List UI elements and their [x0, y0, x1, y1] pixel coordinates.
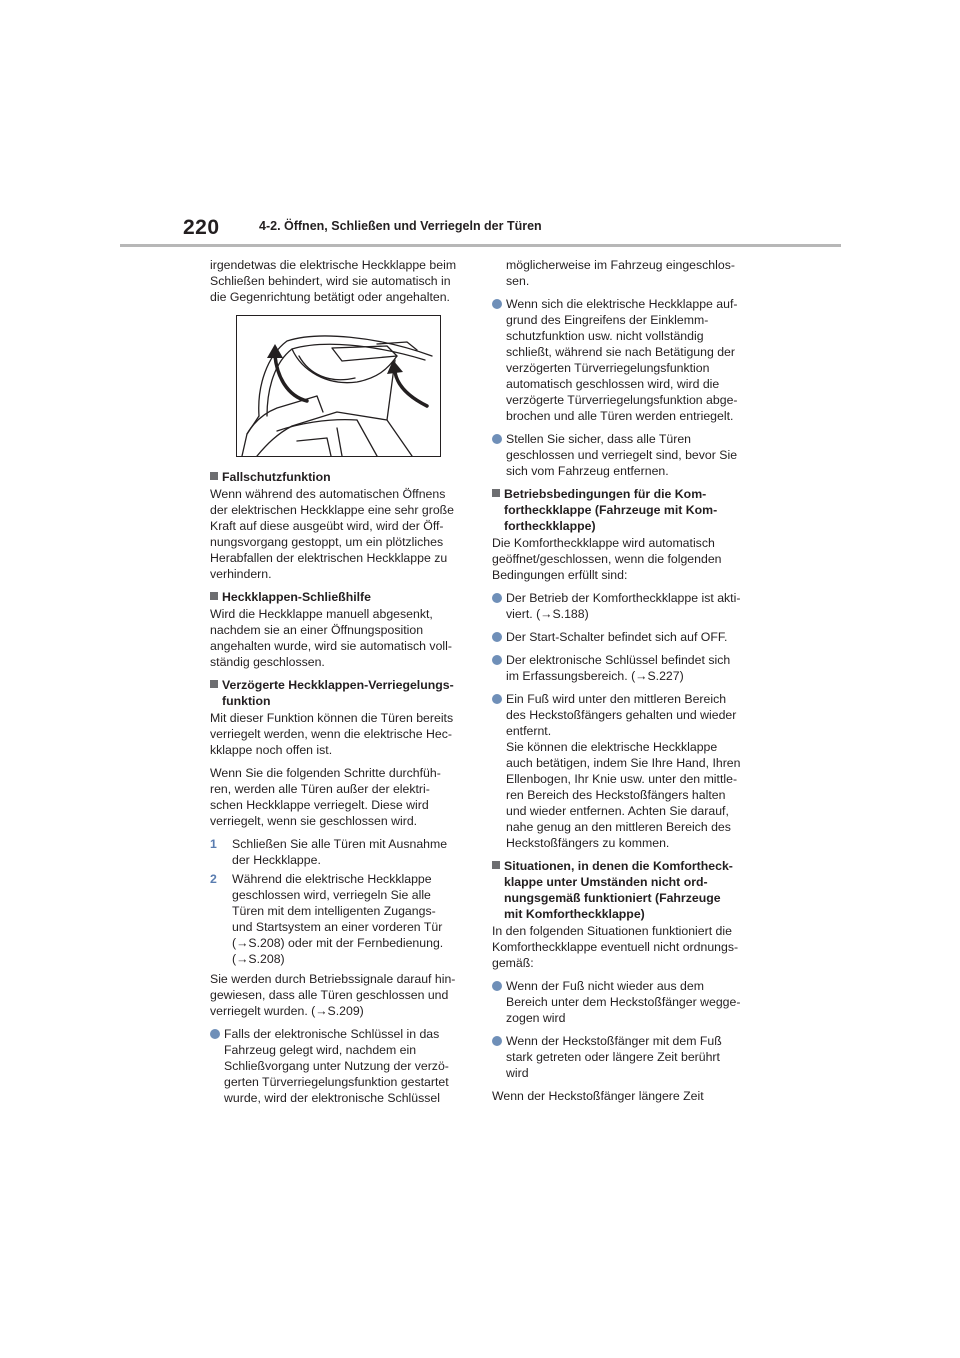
- right-column: [492, 257, 752, 1111]
- bullet-dot-icon: [492, 981, 502, 991]
- paragraph: Mit dieser Funktion können die Türen bereits verriegelt werden, wenn die elektrische Hec- kklappe noch offen ist.: [210, 711, 454, 757]
- paragraph: Wird die Heckklappe manuell abgesenkt, nachdem sie an einer Öffnungsposition angehalten wurde, wird sie automatisch voll- ständig geschlossen.: [210, 607, 452, 669]
- bullet-item: Der Start-Schalter befindet sich auf OFF.: [492, 629, 752, 645]
- step-text: Schließen Sie alle Türen mit Ausnahme der Heckklappe.: [232, 837, 448, 867]
- step-number: 2: [210, 872, 217, 886]
- heading-square-icon: [210, 680, 218, 688]
- heading-verriegelung: Verzögerte Heckklappen-Verriegelungs- funktion: [210, 677, 465, 709]
- bullet-dot-icon: [492, 593, 502, 603]
- bullet-item: Wenn der Heckstoßfänger mit dem Fuß stark getreten oder längere Zeit berührt wird: [492, 1033, 752, 1081]
- bullet-item: Der elektronische Schlüssel befindet sich im Erfassungsbereich. (→S.227): [492, 652, 752, 684]
- step-text: Während die elektrische Heckklappe geschlossen wird, verriegeln Sie alle Türen mit dem intelligenten Zugangs- und Startsystem an einer vorderen Tür (→S.208) oder mit der Fernbedienung. (→S.208): [232, 872, 444, 966]
- bullet-item: Ein Fuß wird unter den mittleren Bereich des Heckstoßfängers gehalten und wieder entfernt. Sie können die elektrische Heckklappe auch betätigen, indem Sie Ihre Hand, Ihren Ellenbogen, Ihr Knie usw. unter den mittle- ren Bereich des Heckstoßfängers halten und wieder entfernen. Achten Sie darauf, nahe genug an den mittleren Bereich des Heckstoßfängers zu kommen.: [492, 691, 752, 851]
- paragraph: Wenn Sie die folgenden Schritte durchfüh- ren, werden alle Türen außer der elektri- schen Heckklappe verriegelt. Diese wird verriegelt, wenn sie geschlossen wird.: [210, 766, 441, 828]
- paragraph: In den folgenden Situationen funktioniert die Komfortheckklappe eventuell nicht ordnungs- gemäß:: [492, 924, 739, 970]
- heading-situationen: Situationen, in denen die Komfortheck- klappe unter Umständen nicht ord- nungsgemäß funktioniert (Fahrzeuge mit Komfortheckklappe): [492, 858, 752, 922]
- bullet-dot-icon: [492, 299, 502, 309]
- heading-square-icon: [210, 592, 218, 600]
- heading-schliesshilfe: Heckklappen-Schließhilfe: [210, 589, 465, 605]
- left-column: [210, 257, 465, 1113]
- bullet-dot-icon: [492, 434, 502, 444]
- tailgate-illustration: [236, 315, 441, 457]
- intro-paragraph: irgendetwas die elektrische Heckklappe beim Schließen behindert, wird sie automatisch in die Gegenrichtung betätigt oder angehalten.: [210, 258, 457, 304]
- bullet-item: Stellen Sie sicher, dass alle Türen geschlossen und verriegelt sind, bevor Sie sich vom Fahrzeug entfernen.: [492, 431, 752, 479]
- paragraph: Sie werden durch Betriebssignale darauf hin- gewiesen, dass alle Türen geschlossen und verriegelt wurden. (→S.209): [210, 972, 456, 1018]
- bullet-item: Wenn der Fuß nicht wieder aus dem Bereich unter dem Heckstoßfänger wegge- zogen wird: [492, 978, 752, 1026]
- bullet-dot-icon: [492, 655, 502, 665]
- page-number: 220: [183, 216, 220, 239]
- heading-betriebsbedingungen: Betriebsbedingungen für die Kom- fortheckklappe (Fahrzeuge mit Kom- fortheckklappe): [492, 486, 752, 534]
- heading-square-icon: [210, 472, 218, 480]
- paragraph: Die Komfortheckklappe wird automatisch geöffnet/geschlossen, wenn die folgenden Bedingungen erfüllt sind:: [492, 536, 722, 582]
- tailgate-drawing: [237, 316, 441, 457]
- paragraph: Wenn während des automatischen Öffnens der elektrischen Heckklappe eine sehr große Kraft auf diese ausgeübt wird, wird der Öff- nungsvorgang gestoppt, um ein plötzliches Herabfallen der elektrischen Heckklappe zu verhindern.: [210, 487, 455, 581]
- page-header: [0, 0, 960, 250]
- bullet-item: Wenn sich die elektrische Heckklappe auf- grund des Eingreifens der Einklemm- schutzfunktion usw. nicht vollständig schließt, während sie nach Betätigung der verzögerten Türverriegelungsfunktion automatisch geschlossen wird, wird die verzögerte Türverriegelungsfunktion abge- brochen und alle Türen werden entriegelt.: [492, 296, 752, 424]
- header-rule: [120, 244, 841, 247]
- step-number: 1: [210, 837, 217, 851]
- step-item: [210, 836, 465, 868]
- heading-square-icon: [492, 861, 500, 869]
- bullet-dot-icon: [492, 1036, 502, 1046]
- bullet-item: Falls der elektronische Schlüssel in das Fahrzeug gelegt wird, nachdem ein Schließvorgang unter Nutzung der verzö- gerten Türverriegelungsfunktion gestartet wurde, wird der elektronische Schlüssel: [210, 1026, 465, 1106]
- bullet-dot-icon: [210, 1029, 220, 1039]
- step-item: [210, 871, 465, 967]
- heading-square-icon: [492, 489, 500, 497]
- bullet-item: Der Betrieb der Komfortheckklappe ist akti- viert. (→S.188): [492, 590, 752, 622]
- bullet-dot-icon: [492, 694, 502, 704]
- continued-text: möglicherweise im Fahrzeug eingeschlos- sen.: [506, 258, 735, 288]
- bullet-dot-icon: [492, 632, 502, 642]
- paragraph: Wenn der Heckstoßfänger längere Zeit: [492, 1089, 704, 1103]
- chapter-title: 4-2. Öffnen, Schließen und Verriegeln der Türen: [259, 219, 542, 233]
- heading-fallschutz: Fallschutzfunktion: [210, 469, 465, 485]
